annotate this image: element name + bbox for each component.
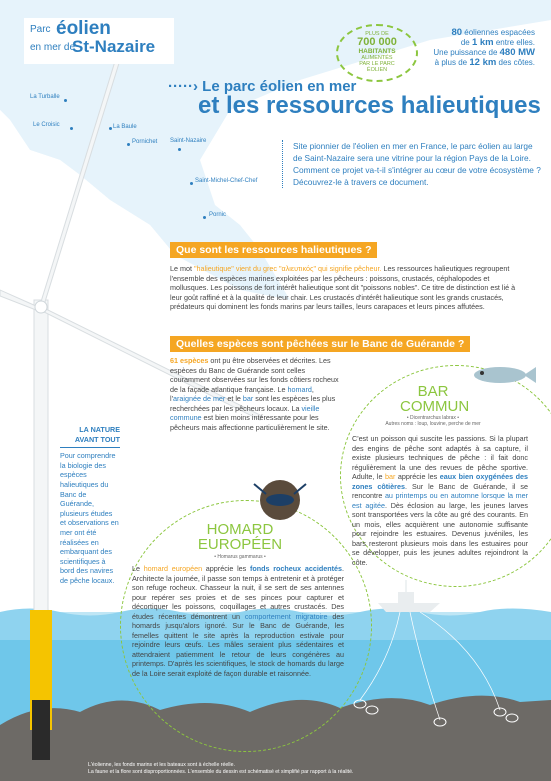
habitants-stamp [336,24,418,82]
town-dot [70,127,73,130]
section-especes-text [170,356,344,432]
especes-text-1: ont pu être observées et décrites. Les espèces du Banc de Guérande sont celles couramment observées sur les fonds côtiers rocheux de la façade atlantique française. Le [170,356,339,394]
fact-power-text: Une puissance de [433,48,498,57]
logo-line2: en mer de [30,42,76,53]
bar-title-1: BAR [417,383,449,400]
footnote [88,762,353,776]
nature-avant-tout-box [60,425,120,586]
especes-araignee: araignée de mer [172,394,226,403]
especes-bar: bar [242,394,254,403]
bar-text-bar: bar [385,472,396,481]
town-la-turballe: La Turballe [30,94,60,100]
homard-text-1: apprécie les [202,564,250,573]
homard-title [190,522,290,552]
town-pornic: Pornic [209,212,227,218]
stamp-label: HABITANTS [358,48,396,55]
footnote-line2: La faune et la flore sont disproportionnées. L'ensemble du dessin est schématisé et simplifié par rapport à la réalité. [88,769,354,775]
town-la-baule: La Baule [113,124,137,130]
fishing-boat [378,603,440,612]
town-dot [127,143,130,146]
especes-text-5: est bien moins intéressante pour les pêcheurs mais affectionne particulièrement le site. [170,413,330,432]
town-pornichet: Pornichet [132,139,158,145]
town-dot [109,127,112,130]
homard-title-2: EUROPÉEN [197,536,283,553]
bar-text [352,434,528,567]
homard-text-migratoire: comportement migratoire [244,611,328,621]
homard-text-3: des homards jusqu'alors ignoré. Sur le Banc de Guérande, les femelles quittent le site après la reproduction estivale pour rejoindre leurs œufs. Les mâles seraient plus sédentaires et attendraient patiemment le retour de leurs congénères au printemps. D'après les scientifiques, le stock de homards du large de la Loire serait exploité de façon durable et raisonnée. [132,611,344,678]
town-dot [178,148,181,151]
bar-title-2: COMMUN [400,398,470,415]
section-ressources-text [170,264,526,312]
town-le-croisic: Le Croisic [33,122,60,128]
sidebox-text: Pour comprendre la biologie des espèces halieutiques du Banc de Guérande, plusieurs études et observations en mer ont été réalisées en embarquant des scientifiques à bord des navires de pêche locaux. [60,451,119,585]
homard-text-2: . Architecte la journée, il passe son temps à entretenir et à protéger son refuge rocheux. Chasseur la nuit, il se sert de ses antennes pour repérer ses proies et de ses pinces pour capturer et décortiquer les poissons, coquillages et autres crustacés. Des études récentes démontrent un [132,564,345,621]
fact-distance: 12 km [469,57,497,68]
intro-text: Site pionnier de l'éolien en mer en France, le parc éolien au large de Saint-Nazaire sera une vitrine pour la région Pays de la Loire. Comment ce projet va-t-il s'intégrer au cœur de votre écosystème ? Découvrez-le à travers ce document. [282,140,543,188]
logo-line1: Parc [30,24,51,35]
bar-title [400,383,470,415]
fact-turbines-text: éoliennes espacées [464,28,535,37]
bar-text-eaux: eaux bien oxygénées des zones côtières [352,472,528,491]
section-ressources-heading: Que sont les ressources halieutiques ? [170,242,377,258]
fact-power: 480 MW [499,47,535,58]
sidebox-heading: LA NATURE AVANT TOUT [60,425,120,448]
homard-text-homard: homard européen [143,564,203,573]
especes-text-2: , l' [170,384,314,403]
section1-text-b: "halieutique" vient du grec "αλιευτικός" qui signifie pêcheur. [193,264,382,273]
title-line1-text: Le parc éolien en mer [202,78,357,95]
logo-line1-big: éolien [56,18,111,39]
key-facts [427,28,535,68]
section1-text-a: Le mot [170,264,194,273]
bar-text-printemps: au printemps ou en automne lorsque la mer est agitée [352,491,528,510]
bar-common-names: Autres noms : loup, louvine, perche de mer [385,421,481,427]
bar-text-4: . Dès éclosion au large, les jeunes larves sont transportées vers la côte au gré des courants. En un mois, elles acquièrent une autonomie suffisante pour rejoindre les estuaires. Devenus juvéniles, les bars resteront plusieurs mois dans les estuaires pour se développer, puis les jeunes adultes rejoindront la côte. [352,500,528,567]
fact-spacing-text: entre elles. [495,38,535,47]
town-saint-michel: Saint-Michel-Chef-Chef [195,178,258,184]
lobster-icon [250,480,310,520]
fact-spacing-pre: de [460,38,470,47]
stamp-top: PLUS DE [365,31,389,37]
title-arrow-icon: ·····› [168,78,198,95]
fact-turbines-count: 80 [451,27,463,38]
footnote-line1: L'éolienne, les fonds marins et les bateaux sont à échelle réelle. [88,762,235,768]
especes-homard: homard [287,384,312,394]
bar-latin: • Dicentrarchus labrax • [406,415,460,421]
stamp-sub3: ÉOLIEN [366,67,388,73]
town-saint-nazaire: Saint-Nazaire [170,138,207,144]
homard-title-1: HOMARD [206,521,274,538]
section1-text-c: Les ressources halieutiques regroupent l'ensemble des espèces marines exploitées par les pêcheurs : poissons, crustacés, céphalopodes et mollusques. Les poissons de fort intérêt halieutique sont dit "poissons nobles". Ce titre de distinction est lié à leur goût raffiné et à la qualité de leur chair. Les crustacés d'intérêt halieutique sont les grands crustacés, prédateurs qui dominent les fonds marins par leurs tailles, leurs carapaces et leurs pinces affutées. [170,264,516,311]
parc-eolien-logo [24,18,174,64]
fact-distance-text: des côtes. [498,58,535,67]
town-dot [190,182,193,185]
homard-latin: • Homarus gammarus • [214,554,266,560]
bar-text-3: . Sur le Banc de Guérande, il se rencontre [352,481,529,500]
town-dot [64,99,67,102]
fact-spacing: 1 km [471,37,494,48]
fact-distance-pre: à plus de [434,58,468,67]
homard-text [132,564,344,678]
especes-text-4: sont les espèces les plus recherchées par les pêcheurs locaux. La [170,394,336,413]
especes-vieille: vieille commune [170,403,320,422]
homard-text-0: Le [132,564,144,573]
logo-line2-big: St-Nazaire [72,37,156,56]
stamp-sub2: PAR LE PARC [359,61,395,67]
bar-fish-icon [470,360,536,390]
page-title-line2: et les ressources halieutiques [198,92,541,119]
especes-count: 61 espèces [170,356,209,365]
section-especes-heading: Quelles espèces sont pêchées sur le Banc de Guérande ? [170,336,470,352]
especes-text-3: et le [225,394,243,403]
stamp-sub1: ALIMENTÉS [361,55,393,61]
stamp-number: 700 000 [357,36,397,48]
homard-text-fonds: fonds rocheux accidentés [249,564,343,573]
bar-text-2: apprécie les [395,472,440,481]
turbine-hub [35,301,47,313]
turbine-foundation [32,700,50,760]
town-dot [203,216,206,219]
bar-text-1: C'est un poisson qui suscite les passions. Si la plupart des engins de pêche sont adaptés à sa capture, il existe plusieurs techniques de pêche : il fait donc régulièrement la une des revues de pêche sportive. Adulte, le [352,434,528,481]
